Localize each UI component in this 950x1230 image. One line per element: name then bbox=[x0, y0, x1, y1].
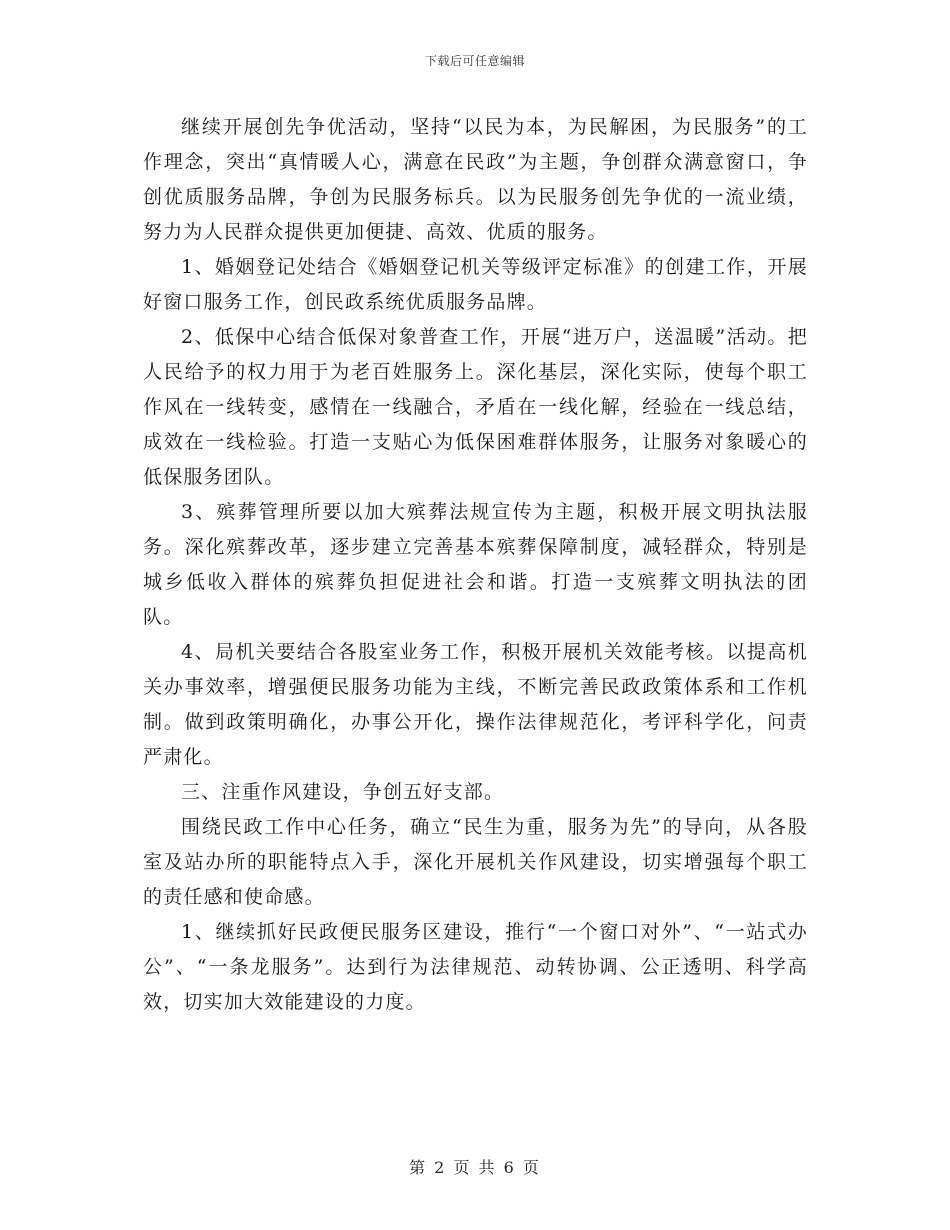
paragraph-service-area: 1、继续抓好民政便民服务区建设，推行“一个窗口对外”、“一站式办公”、“一条龙服务”。达到行为法律规范、动转协调、公正透明、科学高效，切实加大效能建设的力度。 bbox=[143, 921, 808, 1013]
paragraph-bureau-organs: 4、局机关要结合各股室业务工作，积极开展机关效能考核。以提高机关办事效率，增强便民服务功能为主线，不断完善民政政策体系和工作机制。做到政策明确化，办事公开化，操作法律规范化，考评科学化，问责严肃化。 bbox=[143, 641, 808, 768]
paragraph-intro: 继续开展创先争优活动，坚持“以民为本，为民解困，为民服务”的工作理念，突出“真情暖人心，满意在民政”为主题，争创群众满意窗口，争创优质服务品牌，争创为民服务标兵。以为民服务创先争优的一流业绩，努力为人民群众提供更加便捷、高效、优质的服务。 bbox=[143, 116, 808, 243]
paragraph-funeral-management: 3、殡葬管理所要以加大殡葬法规宣传为主题，积极开展文明执法服务。深化殡葬改革，逐步建立完善基本殡葬保障制度，减轻群众，特别是城乡低收入群体的殡葬负担促进社会和谐。打造一支殡葬文明执法的团队。 bbox=[143, 501, 808, 628]
paragraph-marriage-registration: 1、婚姻登记处结合《婚姻登记机关等级评定标准》的创建工作，开展好窗口服务工作，创民政系统优质服务品牌。 bbox=[143, 256, 808, 313]
page-header: 下载后可任意编辑 bbox=[424, 54, 525, 68]
section-heading-three: 三、注重作风建设，争创五好支部。 bbox=[181, 781, 505, 803]
paragraph-minimum-living-security: 2、低保中心结合低保对象普查工作，开展“进万户，送温暖”活动。把人民给予的权力用于为老百姓服务上。深化基层，深化实际，使每个职工作风在一线转变，感情在一线融合，矛盾在一线化解，经验在一线总结，成效在一线检验。打造一支贴心为低保困难群体服务，让服务对象暖心的低保服务团队。 bbox=[143, 326, 808, 488]
document-body bbox=[143, 110, 808, 1020]
page-footer: 第 2 页 共 6 页 bbox=[409, 1158, 541, 1177]
paragraph-work-style: 围绕民政工作中心任务，确立“民生为重，服务为先”的导向，从各股室及站办所的职能特点入手，深化开展机关作风建设，切实增强每个职工的责任感和使命感。 bbox=[143, 816, 808, 908]
